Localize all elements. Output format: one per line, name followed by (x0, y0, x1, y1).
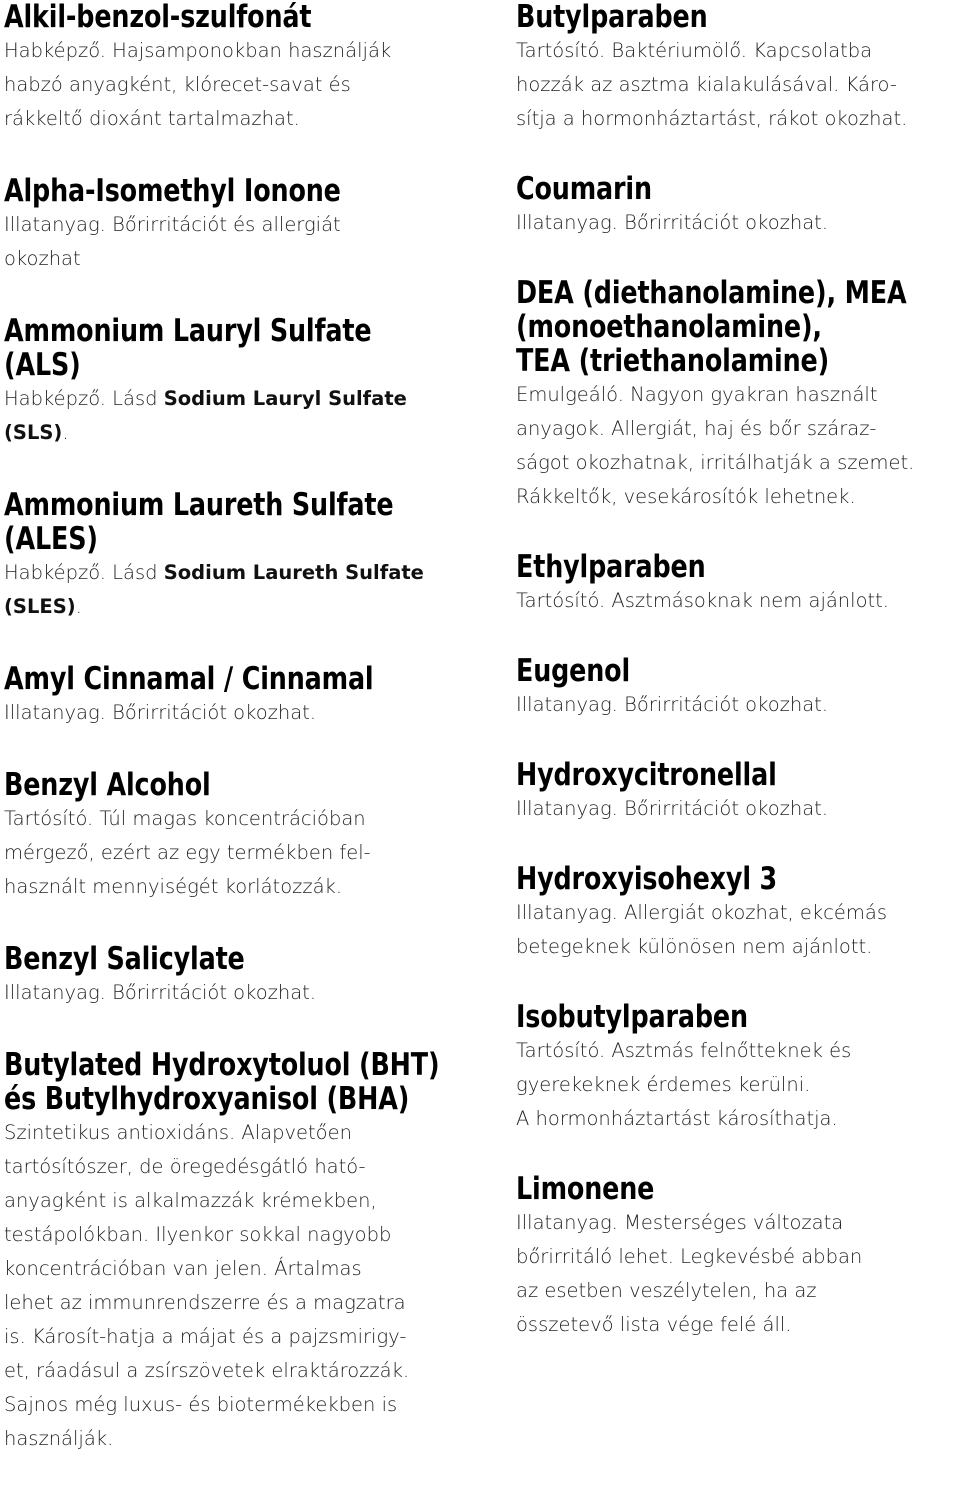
description-line: testápolókban. Ilyenkor sokkal nagyobb (4, 1223, 392, 1246)
cross-reference-term: (SLES) (4, 595, 76, 618)
description-line: anyagként is alkalmazzák krémekben, (4, 1189, 377, 1212)
glossary-entry (4, 488, 494, 624)
right-column (516, 0, 956, 1378)
entry-title (4, 174, 494, 208)
entry-title-line: TEA (triethanolamine) (516, 343, 830, 379)
entry-description (4, 382, 494, 450)
glossary-entry (4, 1048, 494, 1456)
description-line (4, 556, 494, 590)
description-line (4, 590, 494, 624)
description-line: Illatanyag. Bőrirritációt okozhat. (516, 693, 829, 716)
glossary-entry (516, 862, 956, 964)
entry-description (4, 34, 494, 136)
glossary-entry (4, 0, 494, 136)
left-column (4, 0, 494, 1494)
glossary-entry (516, 276, 956, 514)
entry-title-line: Ammonium Laureth Sulfate (4, 487, 394, 523)
description-line: habzó anyagként, klórecet-savat és (4, 73, 351, 96)
entry-title-line: Butylated Hydroxytoluol (BHT) (4, 1047, 440, 1083)
description-line: Tartósító. Asztmásoknak nem ajánlott. (516, 589, 890, 612)
entry-description (516, 378, 956, 514)
description-line: hozzák az asztma kialakulásával. Káro- (516, 73, 897, 96)
description-line: bőrirritáló lehet. Legkevésbé abban (516, 1245, 863, 1268)
glossary-entry (516, 172, 956, 240)
entry-title (516, 1172, 956, 1206)
entry-title-line: Ethylparaben (516, 549, 706, 585)
entry-title-line: Hydroxycitronellal (516, 757, 777, 793)
description-text: Habképző. Lásd (4, 387, 164, 410)
entry-title-line: Alpha-Isomethyl Ionone (4, 173, 341, 209)
glossary-entry (516, 550, 956, 618)
description-line: anyagok. Allergiát, haj és bőr száraz- (516, 417, 877, 440)
glossary-entry (4, 662, 494, 730)
entry-description (516, 34, 956, 136)
glossary-entry (516, 758, 956, 826)
entry-title-line: Amyl Cinnamal / Cinnamal (4, 661, 374, 697)
description-line: Illatanyag. Bőrirritációt és allergiát (4, 213, 341, 236)
glossary-entry (4, 768, 494, 904)
cross-reference-term: (SLS) (4, 421, 63, 444)
description-line: Illatanyag. Bőrirritációt okozhat. (4, 701, 317, 724)
entry-description (4, 1116, 494, 1456)
entry-title-line: Benzyl Alcohol (4, 767, 211, 803)
entry-title-line: Limonene (516, 1171, 655, 1207)
description-line: koncentrációban van jelen. Ártalmas (4, 1257, 362, 1280)
entry-title-line: Isobutylparaben (516, 999, 748, 1035)
description-line: Tartósító. Túl magas koncentrációban (4, 807, 366, 830)
description-line (4, 382, 494, 416)
cross-reference-term: Sodium Lauryl Sulfate (163, 387, 407, 410)
entry-description (4, 696, 494, 730)
description-line: ságot okozhatnak, irritálhatják a szemet. (516, 451, 915, 474)
entry-title (4, 488, 494, 556)
glossary-entry (516, 0, 956, 136)
entry-title (4, 942, 494, 976)
description-line: A hormonháztartást károsíthatja. (516, 1107, 838, 1130)
description-line: tartósítószer, de öregedésgátló ható- (4, 1155, 366, 1178)
glossary-entry (516, 1000, 956, 1136)
entry-title-line: és Butylhydroxyanisol (BHA) (4, 1081, 410, 1117)
description-line: Illatanyag. Mesterséges változata (516, 1211, 844, 1234)
entry-description (516, 1206, 956, 1342)
entry-description (4, 802, 494, 904)
entry-title-line: Eugenol (516, 653, 631, 689)
entry-title (4, 0, 494, 34)
description-text: Habképző. Lásd (4, 561, 164, 584)
entry-description (516, 206, 956, 240)
glossary-entry (4, 174, 494, 276)
description-line: Illatanyag. Bőrirritációt okozhat. (516, 797, 829, 820)
entry-title (516, 550, 956, 584)
entry-title-line: DEA (diethanolamine), MEA (516, 275, 907, 311)
entry-title-line: (monoethanolamine), (516, 309, 822, 345)
glossary-entry (516, 654, 956, 722)
entry-title (516, 172, 956, 206)
description-line: Szintetikus antioxidáns. Alapvetően (4, 1121, 352, 1144)
description-text: . (62, 421, 69, 444)
description-line: is. Károsít-hatja a májat és a pajzsmirigy- (4, 1325, 407, 1348)
entry-title (516, 0, 956, 34)
entry-description (4, 976, 494, 1010)
entry-title-line: Alkil-benzol-szulfonát (4, 0, 312, 35)
description-line: Illatanyag. Allergiát okozhat, ekcémás (516, 901, 887, 924)
description-line: Habképző. Hajsamponokban használják (4, 39, 392, 62)
entry-title (4, 768, 494, 802)
entry-title-line: Coumarin (516, 171, 652, 207)
description-line: okozhat (4, 247, 81, 270)
description-line: az esetben veszélytelen, ha az (516, 1279, 817, 1302)
description-line: betegeknek különösen nem ajánlott. (516, 935, 873, 958)
entry-description (4, 208, 494, 276)
cross-reference-term: Sodium Laureth Sulfate (163, 561, 424, 584)
description-line: gyerekeknek érdemes kerülni. (516, 1073, 811, 1096)
description-line: Illatanyag. Bőrirritációt okozhat. (4, 981, 317, 1004)
description-line: rákkeltő dioxánt tartalmazhat. (4, 107, 300, 130)
description-line: sítja a hormonháztartást, rákot okozhat. (516, 107, 908, 130)
entry-title (516, 654, 956, 688)
glossary-entry (4, 314, 494, 450)
entry-title (516, 1000, 956, 1034)
description-line: Rákkeltők, vesekárosítók lehetnek. (516, 485, 856, 508)
description-line: használják. (4, 1427, 114, 1450)
glossary-entry (516, 1172, 956, 1342)
entry-title (4, 314, 494, 382)
glossary-entry (4, 942, 494, 1010)
description-line: Illatanyag. Bőrirritációt okozhat. (516, 211, 829, 234)
entry-title (4, 662, 494, 696)
entry-description (516, 1034, 956, 1136)
description-line: Tartósító. Asztmás felnőtteknek és (516, 1039, 852, 1062)
entry-description (516, 584, 956, 618)
entry-title-line: Benzyl Salicylate (4, 941, 245, 977)
description-line: Emulgeáló. Nagyon gyakran használt (516, 383, 878, 406)
description-line: Sajnos még luxus- és biotermékekben is (4, 1393, 398, 1416)
entry-title (516, 276, 956, 378)
entry-description (516, 792, 956, 826)
description-line: lehet az immunrendszerre és a magzatra (4, 1291, 406, 1314)
description-line: mérgező, ezért az egy termékben fel- (4, 841, 371, 864)
description-line: használt mennyiségét korlátozzák. (4, 875, 343, 898)
entry-description (4, 556, 494, 624)
entry-title (516, 758, 956, 792)
entry-title-line: (ALS) (4, 347, 81, 383)
entry-description (516, 896, 956, 964)
entry-title-line: Butylparaben (516, 0, 708, 35)
description-line: et, ráadásul a zsírszövetek elraktározzák. (4, 1359, 410, 1382)
description-text: . (75, 595, 82, 618)
entry-title (516, 862, 956, 896)
entry-title-line: Ammonium Lauryl Sulfate (4, 313, 372, 349)
entry-title (4, 1048, 494, 1116)
description-line: összetevő lista vége felé áll. (516, 1313, 792, 1336)
description-line (4, 416, 494, 450)
entry-title-line: (ALES) (4, 521, 98, 557)
entry-description (516, 688, 956, 722)
entry-title-line: Hydroxyisohexyl 3 (516, 861, 778, 897)
description-line: Tartósító. Baktériumölő. Kapcsolatba (516, 39, 873, 62)
